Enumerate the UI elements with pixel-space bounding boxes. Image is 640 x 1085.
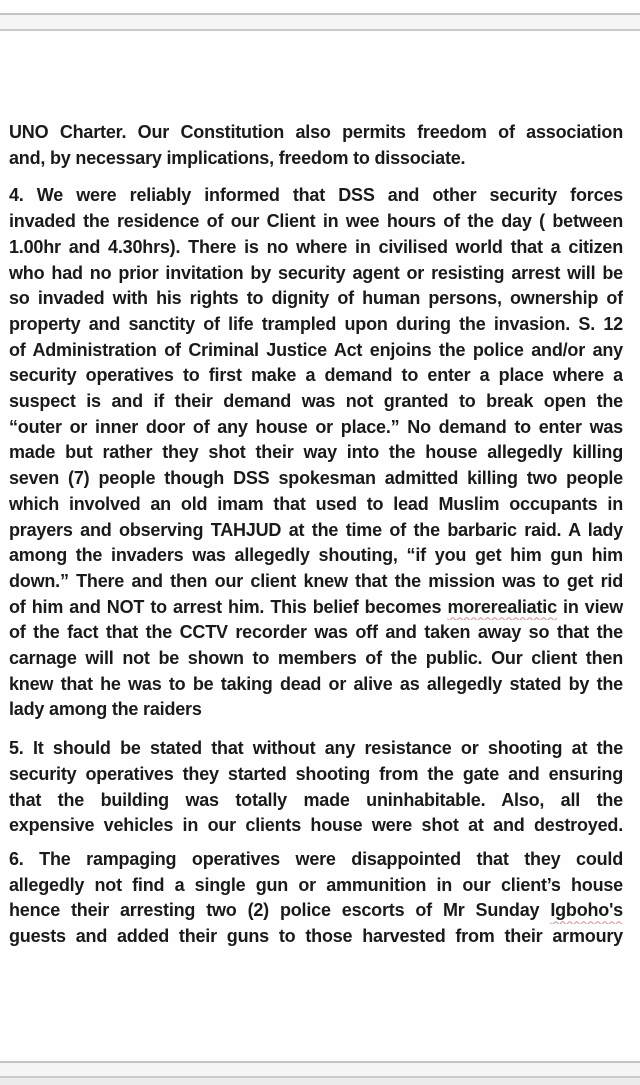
text-line: 6. The rampaging operatives were disappointed that they could [9,848,623,869]
text-line: of him and NOT to arrest him. This belief becomes morerealiatic in view [9,596,623,617]
text-line: suspect is and if their demand was not granted to break open the [9,391,623,412]
text-line: hence their arresting two (2) police escorts of Mr Sunday Igboho's [9,900,623,921]
misspelled-word: Igboho's [550,900,623,921]
text-line: who had no prior invitation by security agent or resisting arrest will be [9,262,623,283]
text-line: invaded the residence of our Client in wee hours of the day ( between [9,211,623,232]
text-line: security operatives they started shooting from the gate and ensuring [9,763,623,784]
text-line: “outer or inner door of any house or place.” No demand to enter was [9,416,623,437]
text-line: of Administration of Criminal Justice Act enjoins the police and/or any [9,339,623,360]
text-line: 1.00hr and 4.30hrs). There is no where in civilised world that a citizen [9,236,623,257]
text-line: made but rather they shot their way into the house allegedly killing [9,442,623,463]
text-line: knew that he was to be taking dead or alive as allegedly stated by the [9,673,623,694]
text-line: guests and added their guns to those harvested from their armoury [9,926,623,947]
text-line: which involved an old imam that used to lead Muslim occupants in [9,493,623,514]
text-line: security operatives to first make a demand to enter a place where a [9,365,623,386]
text-line: down.” There and then our client knew that the mission was to get rid [9,570,623,591]
text-line: lady among the raiders [9,699,202,720]
text-line: allegedly not find a single gun or ammunition in our client’s house [9,874,623,895]
text-line: 5. It should be stated that without any resistance or shooting at the [9,738,623,759]
text-line: of the fact that the CCTV recorder was off and taken away so that the [9,622,623,643]
text-line: so invaded with his rights to dignity of human persons, ownership of [9,288,623,309]
document-text [9,0,623,950]
text-line: expensive vehicles in our clients house were shot at and destroyed. [9,815,623,836]
text-line: seven (7) people though DSS spokesman admitted killing two people [9,468,623,489]
paragraph-lead [9,120,623,171]
misspelled-word: morerealiatic [447,596,557,617]
paragraph-four [9,183,623,723]
text-line: carnage will not be shown to members of the public. Our client then [9,648,623,669]
text-line: and, by necessary implications, freedom to dissociate. [9,147,466,168]
bottom-separator-bar [0,1061,640,1078]
text-line: among the invaders was allegedly shouting, “if you get him gun him [9,545,623,566]
text-line: that the building was totally made uninhabitable. Also, all the [9,789,623,810]
paragraph-five [9,736,623,839]
bottom-edge-strip [0,1078,640,1085]
text-line: 4. We were reliably informed that DSS and other security forces [9,185,623,206]
text-line: prayers and observing TAHJUD at the time of the barbaric raid. A lady [9,519,623,540]
text-line: UNO Charter. Our Constitution also permits freedom of association [9,122,623,142]
text-line: property and sanctity of life trampled upon during the invasion. S. 12 [9,313,623,334]
paragraph-six [9,847,623,950]
